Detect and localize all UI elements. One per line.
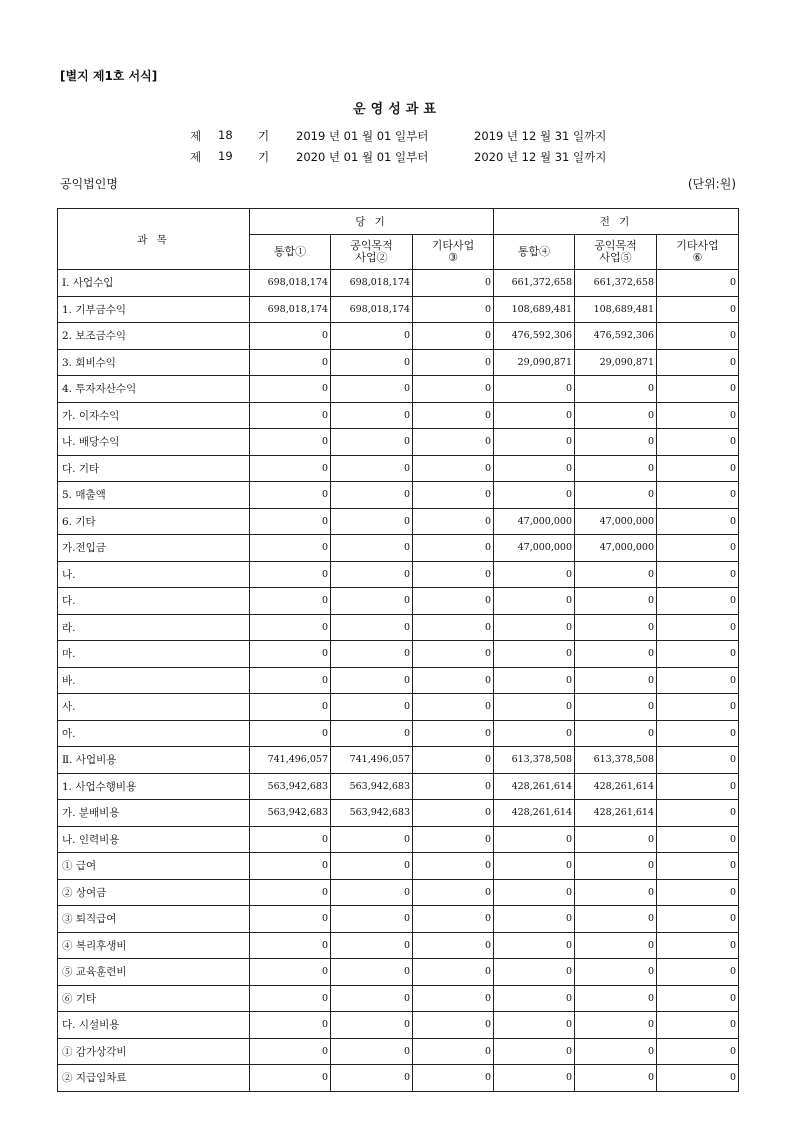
previous-public-cell: 0 — [575, 720, 657, 747]
row-item-label: 다. — [58, 588, 250, 615]
previous-total-cell: 0 — [494, 376, 575, 403]
current-other-cell: 0 — [413, 985, 494, 1012]
previous-public-cell: 0 — [575, 667, 657, 694]
current-public-cell: 0 — [331, 508, 413, 535]
row-item-label: ③ 퇴직급여 — [58, 906, 250, 933]
previous-other-cell: 0 — [657, 853, 739, 880]
previous-public-cell: 0 — [575, 1065, 657, 1092]
current-total-cell: 0 — [250, 455, 331, 482]
previous-total-cell: 0 — [494, 402, 575, 429]
previous-other-cell: 0 — [657, 667, 739, 694]
current-other-cell: 0 — [413, 959, 494, 986]
table-row — [58, 959, 739, 986]
row-item-label: ⑥ 기타 — [58, 985, 250, 1012]
previous-public-cell: 0 — [575, 402, 657, 429]
previous-other-cell: 0 — [657, 879, 739, 906]
previous-public-cell: 428,261,614 — [575, 773, 657, 800]
table-row — [58, 932, 739, 959]
period-start: 2019 년 01 월 01 일부터 — [296, 129, 429, 143]
row-item-label: 4. 투자자산수익 — [58, 376, 250, 403]
current-total-cell: 0 — [250, 641, 331, 668]
row-item-label: 바. — [58, 667, 250, 694]
current-other-cell: 0 — [413, 455, 494, 482]
previous-public-cell: 0 — [575, 906, 657, 933]
current-total-cell: 0 — [250, 853, 331, 880]
row-item-label: ① 급여 — [58, 853, 250, 880]
previous-public-cell: 0 — [575, 932, 657, 959]
row-item-label: 1. 기부금수익 — [58, 296, 250, 323]
current-other-cell: 0 — [413, 694, 494, 721]
previous-other-cell: 0 — [657, 323, 739, 350]
current-public-cell: 563,942,683 — [331, 800, 413, 827]
current-public-cell: 0 — [331, 641, 413, 668]
current-total-cell: 0 — [250, 535, 331, 562]
current-other-cell: 0 — [413, 879, 494, 906]
row-item-label: 다. 기타 — [58, 455, 250, 482]
table-row — [58, 853, 739, 880]
current-public-cell: 0 — [331, 720, 413, 747]
previous-public-cell: 108,689,481 — [575, 296, 657, 323]
current-other-cell: 0 — [413, 376, 494, 403]
row-item-label: 3. 회비수익 — [58, 349, 250, 376]
current-total-cell: 0 — [250, 614, 331, 641]
previous-other-cell: 0 — [657, 349, 739, 376]
table-row — [58, 694, 739, 721]
item-column-header: 과 목 — [58, 209, 250, 270]
previous-total-cell: 0 — [494, 588, 575, 615]
current-other-cell: 0 — [413, 429, 494, 456]
current-total-cell: 0 — [250, 561, 331, 588]
current-public-cell: 0 — [331, 906, 413, 933]
previous-total-cell: 0 — [494, 455, 575, 482]
previous-total-cell: 0 — [494, 667, 575, 694]
period-je: 제 — [190, 129, 202, 143]
current-other-cell: 0 — [413, 720, 494, 747]
previous-total-cell: 0 — [494, 1012, 575, 1039]
current-total-cell: 0 — [250, 667, 331, 694]
row-item-label: ④ 복리후생비 — [58, 932, 250, 959]
row-item-label: ② 상여금 — [58, 879, 250, 906]
current-other-cell: 0 — [413, 747, 494, 774]
previous-public-cell: 476,592,306 — [575, 323, 657, 350]
current-other-cell: 0 — [413, 270, 494, 297]
table-row — [58, 349, 739, 376]
row-item-label: 가. 분배비용 — [58, 800, 250, 827]
row-item-label: 6. 기타 — [58, 508, 250, 535]
previous-public-header: 공익목적 사업⑤ — [575, 235, 657, 270]
table-row — [58, 641, 739, 668]
previous-public-cell: 0 — [575, 561, 657, 588]
previous-total-cell: 0 — [494, 853, 575, 880]
table-row — [58, 270, 739, 297]
previous-total-cell: 0 — [494, 694, 575, 721]
row-item-label: 마. — [58, 641, 250, 668]
table-row — [58, 1065, 739, 1092]
current-other-cell: 0 — [413, 826, 494, 853]
current-public-cell: 0 — [331, 1038, 413, 1065]
period-end: 2019 년 12 월 31 일까지 — [474, 129, 607, 143]
current-public-cell: 563,942,683 — [331, 773, 413, 800]
current-total-cell: 0 — [250, 1012, 331, 1039]
current-other-cell: 0 — [413, 508, 494, 535]
previous-total-cell: 476,592,306 — [494, 323, 575, 350]
previous-other-cell: 0 — [657, 376, 739, 403]
previous-public-cell: 0 — [575, 985, 657, 1012]
previous-public-cell: 47,000,000 — [575, 508, 657, 535]
row-item-label: ⑤ 교육훈련비 — [58, 959, 250, 986]
table-row — [58, 535, 739, 562]
table-row — [58, 879, 739, 906]
table-row — [58, 985, 739, 1012]
current-public-cell: 0 — [331, 879, 413, 906]
row-item-label: ② 지급임차료 — [58, 1065, 250, 1092]
previous-total-cell: 0 — [494, 932, 575, 959]
current-public-cell: 0 — [331, 561, 413, 588]
previous-other-cell: 0 — [657, 588, 739, 615]
previous-public-cell: 428,261,614 — [575, 800, 657, 827]
current-other-cell: 0 — [413, 349, 494, 376]
table-row — [58, 747, 739, 774]
current-total-cell: 0 — [250, 906, 331, 933]
table-row — [58, 482, 739, 509]
previous-other-cell: 0 — [657, 932, 739, 959]
unit-label: (단위:원) — [687, 177, 736, 191]
previous-other-cell: 0 — [657, 1038, 739, 1065]
current-total-cell: 0 — [250, 323, 331, 350]
current-other-cell: 0 — [413, 482, 494, 509]
previous-public-cell: 0 — [575, 826, 657, 853]
previous-public-cell: 0 — [575, 455, 657, 482]
previous-total-cell: 0 — [494, 1065, 575, 1092]
current-other-cell: 0 — [413, 773, 494, 800]
current-public-cell: 741,496,057 — [331, 747, 413, 774]
previous-total-cell: 108,689,481 — [494, 296, 575, 323]
row-item-label: 가. 이자수익 — [58, 402, 250, 429]
table-row — [58, 376, 739, 403]
current-public-cell: 0 — [331, 349, 413, 376]
previous-public-cell: 0 — [575, 1038, 657, 1065]
previous-total-cell: 428,261,614 — [494, 800, 575, 827]
table-row — [58, 667, 739, 694]
current-other-cell: 0 — [413, 1065, 494, 1092]
current-total-cell: 741,496,057 — [250, 747, 331, 774]
current-total-cell: 0 — [250, 508, 331, 535]
period-gi: 기 — [258, 150, 270, 164]
current-total-cell: 563,942,683 — [250, 800, 331, 827]
previous-public-cell: 0 — [575, 482, 657, 509]
table-row — [58, 455, 739, 482]
previous-public-cell: 661,372,658 — [575, 270, 657, 297]
current-other-cell: 0 — [413, 853, 494, 880]
current-public-cell: 0 — [331, 588, 413, 615]
current-other-header: 기타사업 ③ — [413, 235, 494, 270]
current-public-cell: 0 — [331, 402, 413, 429]
current-other-cell: 0 — [413, 296, 494, 323]
current-public-cell: 0 — [331, 932, 413, 959]
row-item-label: Ⅰ. 사업수입 — [58, 270, 250, 297]
previous-public-cell: 29,090,871 — [575, 349, 657, 376]
current-other-cell: 0 — [413, 323, 494, 350]
current-total-cell: 0 — [250, 349, 331, 376]
current-total-cell: 563,942,683 — [250, 773, 331, 800]
table-row — [58, 1012, 739, 1039]
row-item-label: 아. — [58, 720, 250, 747]
current-total-cell: 0 — [250, 429, 331, 456]
current-total-cell: 698,018,174 — [250, 296, 331, 323]
previous-total-cell: 0 — [494, 482, 575, 509]
table-row — [58, 906, 739, 933]
row-item-label: 가.전입금 — [58, 535, 250, 562]
current-public-cell: 0 — [331, 1012, 413, 1039]
previous-public-cell: 0 — [575, 614, 657, 641]
previous-public-cell: 0 — [575, 641, 657, 668]
current-other-cell: 0 — [413, 402, 494, 429]
current-public-cell: 0 — [331, 826, 413, 853]
previous-public-cell: 0 — [575, 694, 657, 721]
row-item-label: Ⅱ. 사업비용 — [58, 747, 250, 774]
current-other-cell: 0 — [413, 906, 494, 933]
current-total-cell: 0 — [250, 588, 331, 615]
current-total-cell: 0 — [250, 402, 331, 429]
row-item-label: 나. 인력비용 — [58, 826, 250, 853]
previous-other-cell: 0 — [657, 429, 739, 456]
current-public-cell: 0 — [331, 535, 413, 562]
period-gi: 기 — [258, 129, 270, 143]
previous-total-cell: 0 — [494, 985, 575, 1012]
previous-other-header: 기타사업 ⑥ — [657, 235, 739, 270]
current-total-cell: 0 — [250, 879, 331, 906]
row-item-label: 5. 매출액 — [58, 482, 250, 509]
period-end: 2020 년 12 월 31 일까지 — [474, 150, 607, 164]
current-total-cell: 0 — [250, 959, 331, 986]
current-public-cell: 0 — [331, 853, 413, 880]
row-item-label: 라. — [58, 614, 250, 641]
previous-other-cell: 0 — [657, 641, 739, 668]
previous-other-cell: 0 — [657, 535, 739, 562]
period-start: 2020 년 01 월 01 일부터 — [296, 150, 429, 164]
current-public-cell: 0 — [331, 667, 413, 694]
current-other-cell: 0 — [413, 535, 494, 562]
previous-other-cell: 0 — [657, 296, 739, 323]
current-total-cell: 698,018,174 — [250, 270, 331, 297]
previous-public-cell: 0 — [575, 879, 657, 906]
previous-other-cell: 0 — [657, 508, 739, 535]
previous-total-cell: 613,378,508 — [494, 747, 575, 774]
previous-other-cell: 0 — [657, 959, 739, 986]
form-label: [별지 제1호 서식] — [60, 69, 158, 83]
row-item-label: 다. 시설비용 — [58, 1012, 250, 1039]
previous-total-header: 통합④ — [494, 235, 575, 270]
current-total-cell: 0 — [250, 482, 331, 509]
previous-other-cell: 0 — [657, 906, 739, 933]
table-row — [58, 561, 739, 588]
previous-total-cell: 29,090,871 — [494, 349, 575, 376]
current-other-cell: 0 — [413, 800, 494, 827]
current-total-cell: 0 — [250, 985, 331, 1012]
current-total-cell: 0 — [250, 932, 331, 959]
previous-period-header: 전 기 — [494, 209, 739, 235]
previous-public-cell: 0 — [575, 376, 657, 403]
current-total-cell: 0 — [250, 376, 331, 403]
current-total-cell: 0 — [250, 694, 331, 721]
period-number: 18 — [218, 128, 233, 142]
previous-other-cell: 0 — [657, 455, 739, 482]
previous-other-cell: 0 — [657, 773, 739, 800]
previous-total-cell: 0 — [494, 614, 575, 641]
current-public-cell: 0 — [331, 694, 413, 721]
previous-other-cell: 0 — [657, 561, 739, 588]
current-other-cell: 0 — [413, 614, 494, 641]
current-public-cell: 0 — [331, 429, 413, 456]
previous-public-cell: 0 — [575, 588, 657, 615]
previous-total-cell: 0 — [494, 879, 575, 906]
period-number: 19 — [218, 149, 233, 163]
previous-public-cell: 47,000,000 — [575, 535, 657, 562]
previous-public-cell: 0 — [575, 429, 657, 456]
previous-total-cell: 0 — [494, 641, 575, 668]
current-other-cell: 0 — [413, 641, 494, 668]
row-item-label: 1. 사업수행비용 — [58, 773, 250, 800]
table-row — [58, 800, 739, 827]
previous-total-cell: 0 — [494, 429, 575, 456]
previous-other-cell: 0 — [657, 826, 739, 853]
table-row — [58, 429, 739, 456]
previous-total-cell: 47,000,000 — [494, 508, 575, 535]
row-item-label: 나. — [58, 561, 250, 588]
previous-other-cell: 0 — [657, 402, 739, 429]
previous-total-cell: 661,372,658 — [494, 270, 575, 297]
period-je: 제 — [190, 150, 202, 164]
current-other-cell: 0 — [413, 1012, 494, 1039]
previous-total-cell: 428,261,614 — [494, 773, 575, 800]
current-public-cell: 698,018,174 — [331, 270, 413, 297]
table-row — [58, 614, 739, 641]
current-total-cell: 0 — [250, 826, 331, 853]
table-row — [58, 402, 739, 429]
current-public-cell: 0 — [331, 482, 413, 509]
table-row — [58, 773, 739, 800]
current-public-header: 공익목적 사업② — [331, 235, 413, 270]
current-total-cell: 0 — [250, 720, 331, 747]
previous-total-cell: 0 — [494, 1038, 575, 1065]
current-other-cell: 0 — [413, 1038, 494, 1065]
current-total-cell: 0 — [250, 1065, 331, 1092]
current-public-cell: 698,018,174 — [331, 296, 413, 323]
current-other-cell: 0 — [413, 561, 494, 588]
row-item-label: 2. 보조금수익 — [58, 323, 250, 350]
current-public-cell: 0 — [331, 985, 413, 1012]
current-other-cell: 0 — [413, 932, 494, 959]
previous-other-cell: 0 — [657, 985, 739, 1012]
table-row — [58, 720, 739, 747]
previous-other-cell: 0 — [657, 747, 739, 774]
current-other-cell: 0 — [413, 667, 494, 694]
previous-other-cell: 0 — [657, 1012, 739, 1039]
row-item-label: 사. — [58, 694, 250, 721]
previous-total-cell: 0 — [494, 561, 575, 588]
previous-public-cell: 0 — [575, 1012, 657, 1039]
current-total-header: 통합① — [250, 235, 331, 270]
previous-total-cell: 0 — [494, 959, 575, 986]
previous-public-cell: 613,378,508 — [575, 747, 657, 774]
current-other-cell: 0 — [413, 588, 494, 615]
previous-other-cell: 0 — [657, 800, 739, 827]
document-title: 운영성과표 — [353, 102, 441, 117]
current-public-cell: 0 — [331, 323, 413, 350]
table-row — [58, 508, 739, 535]
table-body — [58, 270, 739, 1092]
previous-other-cell: 0 — [657, 270, 739, 297]
previous-other-cell: 0 — [657, 694, 739, 721]
current-public-cell: 0 — [331, 455, 413, 482]
current-public-cell: 0 — [331, 376, 413, 403]
table-row — [58, 826, 739, 853]
current-public-cell: 0 — [331, 959, 413, 986]
previous-other-cell: 0 — [657, 482, 739, 509]
table-row — [58, 1038, 739, 1065]
table-row — [58, 296, 739, 323]
previous-total-cell: 0 — [494, 720, 575, 747]
current-total-cell: 0 — [250, 1038, 331, 1065]
previous-other-cell: 0 — [657, 720, 739, 747]
table-row — [58, 588, 739, 615]
previous-total-cell: 0 — [494, 906, 575, 933]
current-public-cell: 0 — [331, 614, 413, 641]
previous-total-cell: 0 — [494, 826, 575, 853]
previous-total-cell: 47,000,000 — [494, 535, 575, 562]
row-item-label: ① 감가상각비 — [58, 1038, 250, 1065]
previous-other-cell: 0 — [657, 1065, 739, 1092]
previous-public-cell: 0 — [575, 959, 657, 986]
previous-other-cell: 0 — [657, 614, 739, 641]
corporation-name-label: 공익법인명 — [60, 177, 118, 191]
row-item-label: 나. 배당수익 — [58, 429, 250, 456]
current-public-cell: 0 — [331, 1065, 413, 1092]
current-period-header: 당 기 — [250, 209, 494, 235]
table-row — [58, 323, 739, 350]
operating-results-table — [57, 208, 739, 1092]
previous-public-cell: 0 — [575, 853, 657, 880]
